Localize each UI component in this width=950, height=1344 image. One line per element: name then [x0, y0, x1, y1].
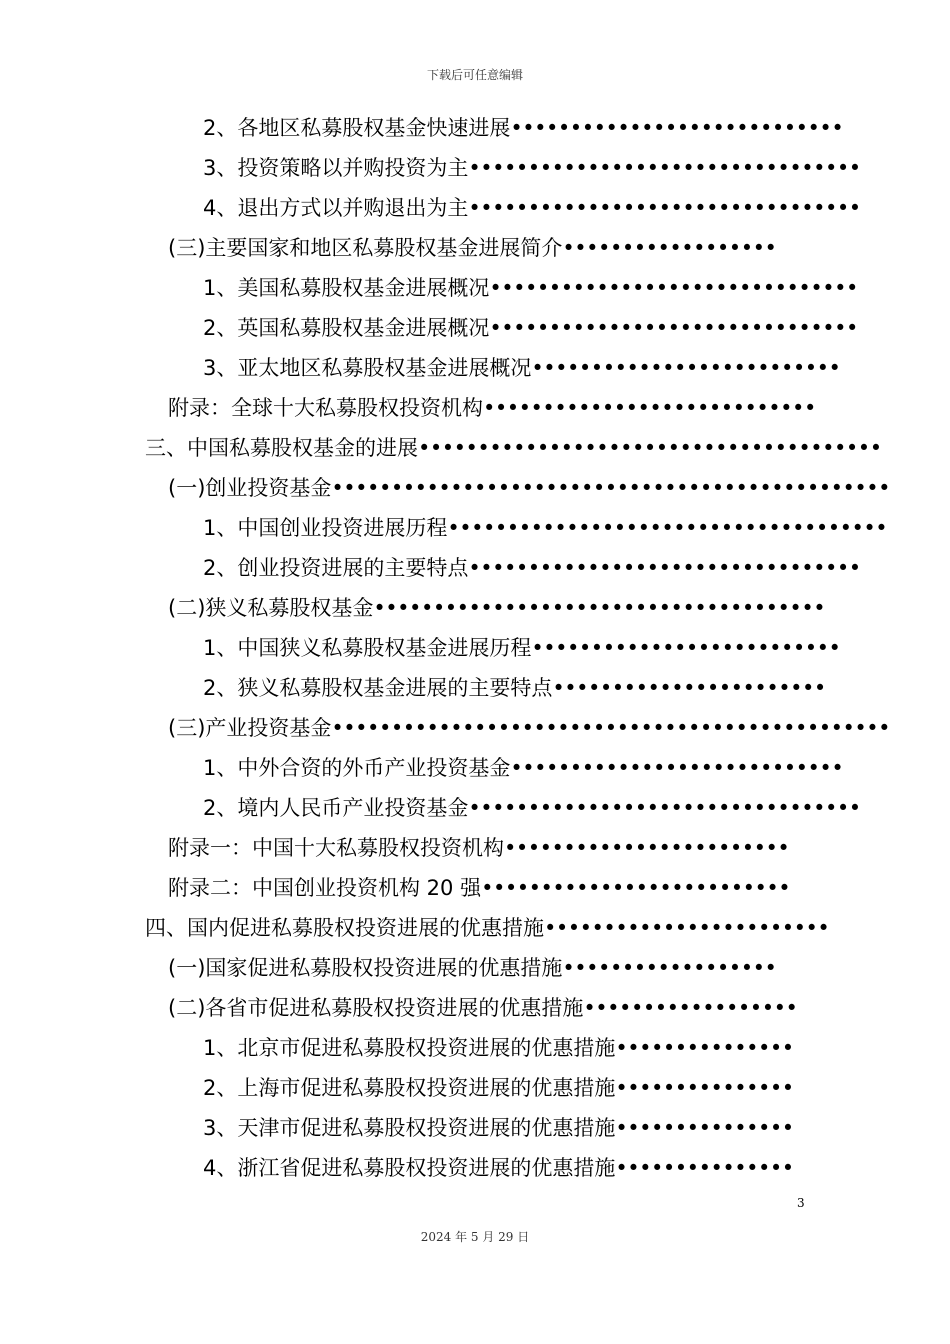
toc-entry-text: 四、国内促进私募股权投资进展的优惠措施 [145, 916, 544, 940]
toc-entry-text: 1、中外合资的外币产业投资基金 [203, 756, 511, 780]
toc-entry-text: 3、投资策略以并购投资为主 [203, 156, 469, 180]
toc-entry [168, 388, 816, 428]
toc-dot-leader: •••••••••••••••••• [562, 956, 777, 980]
toc-entry [203, 148, 861, 188]
toc-entry [203, 1108, 794, 1148]
toc-entry [203, 1028, 794, 1068]
toc-entry [168, 228, 776, 268]
toc-entry [203, 188, 861, 228]
toc-entry-text: 1、美国私募股权基金进展概况 [203, 276, 490, 300]
toc-entry [168, 988, 797, 1028]
toc-dot-leader: ••••••••••••••••••••••••••••••••••••••• [418, 436, 882, 460]
toc-dot-leader: •••••••••••••••••••••••••• [481, 876, 791, 900]
toc-dot-leader: •••••••••••••••••• [562, 236, 777, 260]
toc-entry [203, 788, 861, 828]
toc-entry [203, 748, 843, 788]
toc-entry [203, 268, 858, 308]
toc-dot-leader: ••••••••••••••••••••••••••••••••• [468, 796, 861, 820]
toc-dot-leader: ••••••••••••••••••••••••••••••••• [468, 196, 861, 220]
toc-entry [203, 508, 887, 548]
toc-entry [168, 868, 790, 908]
toc-entry [168, 468, 890, 508]
toc-dot-leader: ••••••••••••••••••••••••••••••• [489, 316, 858, 340]
toc-entry-text: 三、中国私募股权基金的进展 [145, 436, 418, 460]
toc-entry [203, 548, 861, 588]
toc-dot-leader: ••••••••••••••••••••••• [552, 676, 826, 700]
toc-entry [203, 308, 858, 348]
toc-entry [203, 348, 840, 388]
toc-entry-text: 3、天津市促进私募股权投资进展的优惠措施 [203, 1116, 616, 1140]
toc-dot-leader: ••••••••••••••• [615, 1036, 794, 1060]
toc-entry [168, 948, 776, 988]
toc-dot-leader: ••••••••••••••••••••••••••••••••• [468, 556, 861, 580]
toc-entry [168, 708, 890, 748]
toc-entry [168, 588, 825, 628]
toc-entry-text: (一)创业投资基金 [168, 476, 332, 500]
toc-dot-leader: ••••••••••••••••••••••••••••••••••••• [447, 516, 888, 540]
toc-entry-text: 2、境内人民币产业投资基金 [203, 796, 469, 820]
page-number: 3 [797, 1196, 805, 1210]
toc-dot-leader: •••••••••••••••••••••••••• [531, 636, 841, 660]
toc-dot-leader: ••••••••••••••••••••••••••••••••••••••••••••••• [331, 476, 891, 500]
toc-entry-text: 附录二：中国创业投资机构 20 强 [168, 876, 482, 900]
toc-entry-text: (三)产业投资基金 [168, 716, 332, 740]
toc-entry-text: 1、中国狭义私募股权基金进展历程 [203, 636, 532, 660]
toc-entry-text: 附录一：中国十大私募股权投资机构 [168, 836, 504, 860]
toc-entry-text: 附录：全球十大私募股权投资机构 [168, 396, 483, 420]
toc-dot-leader: ••••••••••••••• [615, 1116, 794, 1140]
toc-dot-leader: ••••••••••••••••••••••••••••••••• [468, 156, 861, 180]
toc-entry-text: (二)各省市促进私募股权投资进展的优惠措施 [168, 996, 584, 1020]
header-note: 下载后可任意编辑 [426, 68, 523, 82]
toc-entry-text: 1、中国创业投资进展历程 [203, 516, 448, 540]
toc-entry-text: 4、浙江省促进私募股权投资进展的优惠措施 [203, 1156, 616, 1180]
toc-dot-leader: ••••••••••••••••••••••••••••••••••••••••••••••• [331, 716, 891, 740]
toc-entry [203, 108, 843, 148]
toc-entry [203, 628, 840, 668]
toc-entry-text: 2、各地区私募股权基金快速进展 [203, 116, 511, 140]
toc-dot-leader: •••••••••••••••••••••••••••• [510, 756, 844, 780]
toc-dot-leader: ••••••••••••••••••••••••••••••• [489, 276, 858, 300]
toc-entry-text: 2、上海市促进私募股权投资进展的优惠措施 [203, 1076, 616, 1100]
toc-entry-text: (三)主要国家和地区私募股权基金进展简介 [168, 236, 563, 260]
toc-dot-leader: ••••••••••••••• [615, 1156, 794, 1180]
toc-entry-text: 4、退出方式以并购退出为主 [203, 196, 469, 220]
toc-entry [168, 828, 789, 868]
footer-date: 2024 年 5 月 29 日 [420, 1230, 530, 1244]
toc-dot-leader: •••••••••••••••••••••••••••••••••••••• [373, 596, 826, 620]
toc-entry [145, 428, 882, 468]
toc-entry [203, 1068, 794, 1108]
toc-dot-leader: •••••••••••••••••••••••••• [531, 356, 841, 380]
toc-entry-text: 2、英国私募股权基金进展概况 [203, 316, 490, 340]
toc-dot-leader: •••••••••••••••••••••••• [544, 916, 830, 940]
toc-dot-leader: ••••••••••••••• [615, 1076, 794, 1100]
toc-entry-text: (一)国家促进私募股权投资进展的优惠措施 [168, 956, 563, 980]
toc-dot-leader: •••••••••••••••••••••••••••• [483, 396, 816, 420]
toc-dot-leader: •••••••••••••••••••••••••••• [510, 116, 844, 140]
toc-entry-text: (二)狭义私募股权基金 [168, 596, 374, 620]
toc-dot-leader: •••••••••••••••••• [583, 996, 798, 1020]
toc-dot-leader: •••••••••••••••••••••••• [504, 836, 790, 860]
toc-entry [203, 668, 826, 708]
toc-entry-text: 1、北京市促进私募股权投资进展的优惠措施 [203, 1036, 616, 1060]
toc-entry-text: 3、亚太地区私募股权基金进展概况 [203, 356, 532, 380]
toc-entry [145, 908, 829, 948]
toc-entry-text: 2、创业投资进展的主要特点 [203, 556, 469, 580]
toc-entry [203, 1148, 794, 1188]
toc-entry-text: 2、狭义私募股权基金进展的主要特点 [203, 676, 553, 700]
